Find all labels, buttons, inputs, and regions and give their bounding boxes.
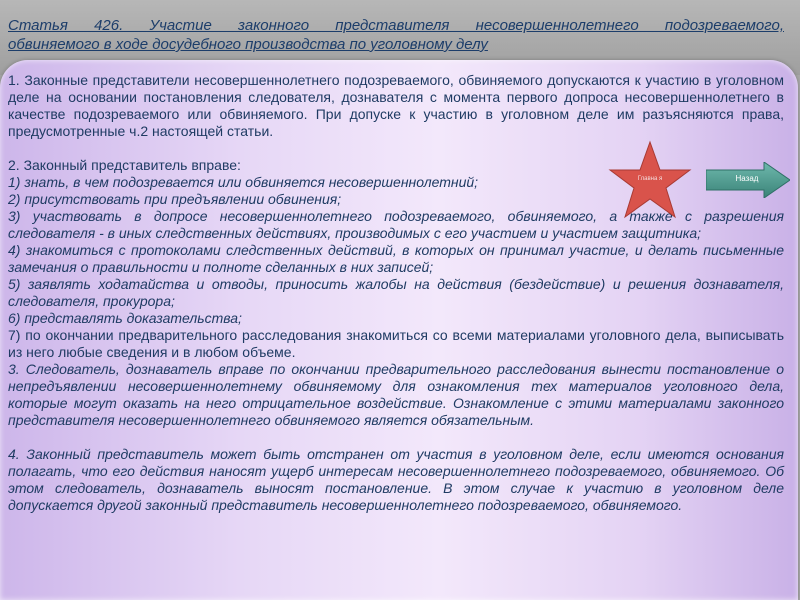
title-line-2: обвиняемого в ходе досудебного производства по уголовному делу xyxy=(8,36,488,53)
home-star-button[interactable] xyxy=(608,140,692,220)
rights-item-3: 3) участвовать в допросе несовершеннолетнего подозреваемого, обвиняемого, а также с разрешения следователя - в иных следственных действиях, производимых с его участием и участием защитника; xyxy=(8,208,784,241)
paragraph-2-intro: 2. Законный представитель вправе: xyxy=(8,157,241,173)
article-body xyxy=(8,72,784,514)
title-line-1: Статья 426. Участие законного представителя несовершеннолетнего подозреваемого, xyxy=(8,17,784,34)
paragraph-1: 1. Законные представители несовершеннолетнего подозреваемого, обвиняемого допускаются к участию в уголовном деле на основании постановления следователя, дознавателя с момента первого допроса несовершеннолетнего в качестве подозреваемого или обвиняемого. При допуске к участию в уголовном деле им разъясняются права, предусмотренные ч.2 настоящей статьи. xyxy=(8,72,784,139)
rights-item-2: 2) присутствовать при предъявлении обвинения; xyxy=(8,191,342,207)
rights-item-6: 6) представлять доказательства; xyxy=(8,310,242,326)
rights-item-7: 7) по окончании предварительного расследования знакомиться со всеми материалами уголовного дела, выписывать из него любые сведения и в любом объеме. xyxy=(8,327,784,360)
rights-item-5: 5) заявлять ходатайства и отводы, приносить жалобы на действия (бездействие) и решения дознавателя, следователя, прокурора; xyxy=(8,276,784,309)
rights-item-1: 1) знать, в чем подозревается или обвиняется несовершеннолетний; xyxy=(8,174,479,190)
page-title xyxy=(8,16,784,54)
back-label: Назад xyxy=(735,174,759,183)
home-label: Главна я xyxy=(637,176,663,182)
paragraph-3: 3. Следователь, дознаватель вправе по окончании предварительного расследования вынести постановление о непредъявлении несовершеннолетнему обвиняемому для ознакомления тех материалов уголовного дела, которые могут оказать на него отрицательное воздействие. Ознакомление с этими материалами законного представителя несовершеннолетнего обвиняемого является обязательным. xyxy=(8,361,784,428)
paragraph-4: 4. Законный представитель может быть отстранен от участия в уголовном деле, если имеются основания полагать, что его действия наносят ущерб интересам несовершеннолетнего подозреваемого, обвиняемого. Об этом следователь, дознаватель выносят постановление. В этом случае к участию в уголовном деле допускается другой законный представитель несовершеннолетнего подозреваемого, обвиняемого. xyxy=(8,446,784,513)
rights-item-4: 4) знакомиться с протоколами следственных действий, в которых он принимал участие, и делать письменные замечания о правильности и полноте сделанных в них записей; xyxy=(8,242,784,275)
back-arrow-button[interactable] xyxy=(706,162,790,198)
